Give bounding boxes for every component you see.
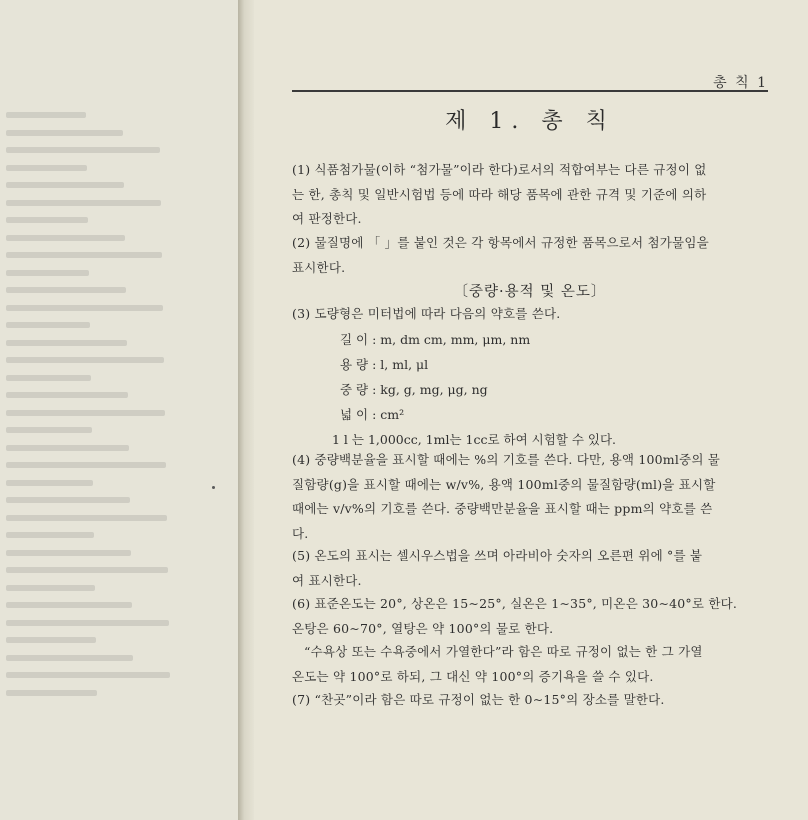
bleed-through-line	[6, 480, 93, 486]
left-page	[0, 0, 238, 820]
bleed-through-line	[6, 585, 95, 591]
bleed-through-line	[6, 637, 96, 643]
unit-area: 넓 이 : cm²	[340, 407, 405, 422]
paragraph-line: 온탕은 60∼70°, 열탕은 약 100°의 물로 한다.	[292, 620, 554, 636]
bleed-through-line	[6, 357, 164, 363]
bleed-through-line	[6, 322, 90, 328]
paragraph-line: (2) 물질명에 「 」를 붙인 것은 각 항목에서 규정한 품목으로서 첨가물임을	[292, 235, 709, 250]
bleed-through-line	[6, 462, 166, 468]
unit-volume: 용 량 : l, ml, μl	[340, 357, 429, 372]
paragraph-line: “수욕상 또는 수욕중에서 가열한다”라 함은 따로 규정이 없는 한 그 가열	[304, 644, 703, 659]
unit-note: 1 l 는 1,000cc, 1ml는 1cc로 하여 시험할 수 있다.	[332, 432, 617, 447]
paragraph-line: (7) “찬곳”이라 함은 따로 규정이 없는 한 0∼15°의 장소를 말한다.	[292, 692, 665, 707]
paragraph-5	[292, 544, 768, 593]
bleed-through-line	[6, 200, 161, 206]
bleed-through-line	[6, 445, 129, 451]
paragraph-3	[292, 302, 768, 327]
paragraph-7	[292, 688, 768, 713]
paragraph-line: 여 판정한다.	[292, 211, 362, 226]
bleed-through-text	[0, 0, 238, 820]
paragraph-6b	[292, 640, 768, 689]
bleed-through-line	[6, 147, 160, 153]
bleed-through-line	[6, 497, 130, 503]
paragraph-line: 는 한, 총칙 및 일반시험법 등에 따라 해당 품목에 관한 규격 및 기준에 의하	[292, 186, 707, 202]
bleed-through-line	[6, 567, 168, 573]
bleed-through-line	[6, 532, 94, 538]
paragraph-line: 때에는 v/v%의 기호를 쓴다. 중량백만분율을 표시할 때는 ppm의 약호를 쓴	[292, 501, 713, 516]
bleed-through-line	[6, 550, 131, 556]
paragraph-2	[292, 231, 768, 280]
bleed-through-line	[6, 620, 169, 626]
bleed-through-line	[6, 270, 89, 276]
bleed-through-line	[6, 427, 92, 433]
paragraph-line: 질함량(g)을 표시할 때에는 w/v%, 용액 100ml중의 물질함량(ml)을 표시할	[292, 476, 716, 492]
bleed-through-line	[6, 410, 165, 416]
bleed-through-line	[6, 672, 170, 678]
bleed-through-line	[6, 305, 163, 311]
bleed-through-line	[6, 515, 167, 521]
paragraph-line: 여 표시한다.	[292, 572, 362, 588]
paragraph-line: (1) 식품첨가물(이하 “첨가물”이라 한다)로서의 적합여부는 다른 규정이 없	[292, 162, 707, 177]
bleed-through-line	[6, 112, 86, 118]
unit-length: 길 이 : m, dm cm, mm, μm, nm	[340, 332, 531, 347]
bleed-through-line	[6, 375, 91, 381]
book-gutter	[238, 0, 254, 820]
bleed-through-line	[6, 690, 97, 696]
bleed-through-line	[6, 217, 88, 223]
running-head: 총 칙 1	[713, 75, 768, 91]
paragraph-6	[292, 592, 768, 641]
bleed-through-line	[6, 655, 133, 661]
chapter-title: 제 1. 총 칙	[445, 109, 615, 134]
bleed-through-line	[6, 235, 125, 241]
print-speck	[212, 486, 215, 489]
paragraph-4	[292, 448, 768, 546]
bleed-through-line	[6, 130, 123, 136]
paragraph-line: 온도는 약 100°로 하되, 그 대신 약 100°의 증기욕을 쓸 수 있다.	[292, 668, 654, 684]
section-heading: 〔중량·용적 및 온도〕	[453, 284, 607, 300]
bleed-through-line	[6, 165, 87, 171]
paragraph-line: (3) 도량형은 미터법에 따라 다음의 약호를 쓴다.	[292, 306, 561, 321]
bleed-through-line	[6, 252, 162, 258]
bleed-through-line	[6, 602, 132, 608]
paragraph-line: 표시한다.	[292, 259, 346, 275]
paragraph-line: (5) 온도의 표시는 셀시우스법을 쓰며 아라비아 숫자의 오른편 위에 °를 붙	[292, 548, 703, 563]
header-rule	[292, 90, 768, 92]
paragraph-line: (6) 표준온도는 20°, 상온은 15∼25°, 실온은 1∼35°, 미온은 30∼40°로 한다.	[292, 596, 738, 611]
bleed-through-line	[6, 340, 127, 346]
paragraph-line: (4) 중량백분율을 표시할 때에는 %의 기호를 쓴다. 다만, 용액 100ml중의 물	[292, 452, 721, 467]
unit-weight: 중 량 : kg, g, mg, μg, ng	[340, 382, 488, 397]
bleed-through-line	[6, 182, 124, 188]
paragraph-line: 다.	[292, 525, 309, 541]
bleed-through-line	[6, 287, 126, 293]
right-page	[254, 0, 808, 820]
bleed-through-line	[6, 392, 128, 398]
paragraph-1	[292, 158, 768, 232]
